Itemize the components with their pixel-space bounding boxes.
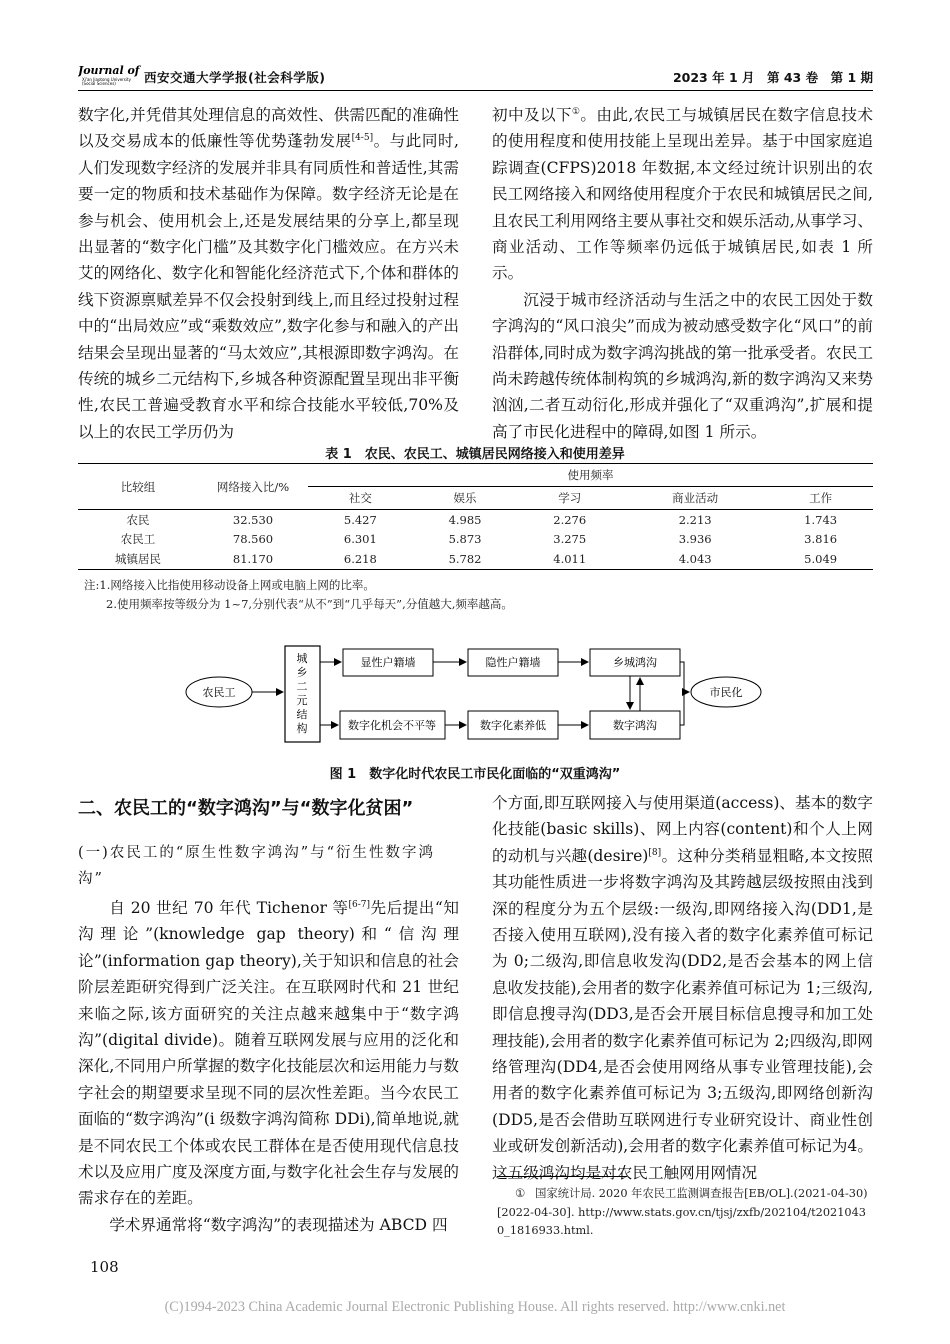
left-column-bottom [78,895,459,1238]
cell-access: 32.530 [232,513,274,527]
node-citizenization [691,677,761,707]
cell-value: 6.301 [343,532,377,546]
cell-value: 3.936 [678,532,712,546]
table-row [78,548,873,570]
body-text: 自 20 世纪 70 年代 Tichenor 等 [109,899,349,917]
sub-col-header: 学习 [558,491,582,505]
sub-col-header: 商业活动 [672,491,719,505]
node-explicit-hukou [343,649,433,676]
cell-value: 5.782 [448,551,482,566]
citation-ref[interactable]: [4-5] [351,133,374,144]
copyright-watermark: (C)1994-2023 China Academic Journal Electronic Publishing House. All rights reserved. http://www.cnki.net [164,1299,786,1315]
cell-value: 5.427 [343,513,377,527]
journal-logo [78,62,144,86]
issue-info: 2023 年 1 月 第 43 卷 第 1 期 [672,70,873,85]
node-digital-divide [590,711,680,739]
body-text: 先后提出“知沟理论”(knowledge gap theory)和“信沟理论”(information gap theory),关于知识和信息的社会阶层差距研究得到广泛关注。在互联网时代和 21 世纪来临之际,该方面研究的关注点越来越集中于“数字鸿沟”(digital divide)。随着互联网发展与应用的泛化和深化,不同用户所掌握的数字化技能层次和运用能力与数字社会的期望要求呈现不同的层次性差距。当今农民工面临的“数字鸿沟”(i 级数字鸿沟简称 DDi),简单地说,就是不同农民工个体或农民工群体在是否使用现代信息技术以及应用广度及深度方面,与数字化社会生存与发展的需求存在的差距。 [78,899,459,1208]
svg-text:数字化机会不平等: 数字化机会不平等 [348,719,436,732]
cell-value: 3.275 [553,532,587,546]
page-number: 108 [90,1258,119,1276]
citation-ref[interactable]: [6-7] [348,899,371,910]
sub-col-header: 娱乐 [453,491,477,505]
body-text: 初中及以下 [492,106,572,124]
col-header-access: 网络接入比/% [198,464,308,510]
cell-value: 2.276 [553,513,587,527]
cell-value: 6.218 [343,551,377,566]
sub-col-header: 工作 [809,491,833,505]
table-note: 注:1.网络接入比指使用移动设备上网或电脑上网的比率。 [84,578,375,592]
node-implicit-hukou [468,649,558,676]
body-text: 个方面,即互联网接入与使用渠道(access)、基本的数字化技能(basic skills)、网上内容(content)和个人上网的动机与兴趣(desire) [492,794,873,865]
svg-text:农民工: 农民工 [202,686,236,699]
node-structure [285,646,320,742]
cell-value: 4.985 [448,513,482,527]
section-title: 二、农民工的“数字鸿沟”与“数字化贫困” [78,798,414,819]
body-text: 。这种分类稍显粗略,本文按照其功能性质进一步将数字鸿沟及其跨越层级按照由浅到深的程度分为五个层级:一级沟,即网络接入沟(DD1,是否接入使用互联网),没有接入者的数字化素养值可标记为 0;二级沟,即信息收发沟(DD2,是否会基本的网上信息收发技能),会用者的数字化素养值可标记为 1;三级沟,即信息搜寻沟(DD3,是否会开展目标信息搜寻和加工处理技能),会用者的数字化素养值可标记为 2;四级沟,即网络管理沟(DD4,是否会使用网络从事专业管理技能),会用者的数字化素养值可标记为 3;五级沟,即网络创新沟(DD5,是否会借助互联网进行专业研究设计、商业性创业或研发创新活动),会用者的数字化素养值可标记为4。这五级鸿沟均是对农民工触网用网情况 [492,846,873,1182]
cell-value: 1.743 [804,513,838,527]
figure-diagram [150,640,800,755]
body-text: 。由此,农民工与城镇居民在数字信息技术的使用程度和使用技能上呈现出差异。基于中国家庭追踪调查(CFPS)2018 年数据,本文经过统计识别出的农民工网络接入和网络使用程度介于农民和城镇居民之间,且农民工利用网络主要从事社交和娱乐活动,从事学习、商业活动、工作等频率仍远低于城镇居民,如表 1 所示。 [492,106,873,283]
col-header-frequency: 使用频率 [308,464,873,487]
body-text: 数字化,并凭借其处理信息的高效性、供需匹配的准确性以及交易成本的低廉性等优势蓬勃发展 [78,106,459,151]
body-paragraph: 沉浸于城市经济活动与生活之中的农民工因处于数字鸿沟的“风口浪尖”而成为被动感受数字化“风口”的前沿群体,同时成为数字鸿沟挑战的第一批承受者。农民工尚未跨越传统体制构筑的乡城鸿沟,新的数字鸿沟又来势汹汹,二者互动衍化,形成并强化了“双重鸿沟”,扩展和提高了市民化进程中的障碍,如图 1 所示。 [492,290,873,441]
footnote-mark: ① [515,1187,526,1200]
citation-ref[interactable]: [8] [648,847,662,858]
footnote-ref[interactable]: ① [571,106,581,117]
table-note: 2.使用频率按等级分为 1~7,分别代表“从不”到“几乎每天”,分值越大,频率越高。 [106,597,513,611]
svg-text:显性户籍墙: 显性户籍墙 [360,656,416,669]
cell-value: 3.816 [804,532,838,546]
cell-value: 2.213 [678,513,712,527]
cell-value: 4.011 [553,551,587,566]
cell-access: 78.560 [232,532,274,546]
sub-col-header: 社交 [348,491,372,505]
cell-group: 城镇居民 [115,551,161,566]
node-opportunity [340,711,445,739]
svg-text:市民化: 市民化 [709,686,743,699]
table-caption: 表 1 农民、农民工、城镇居民网络接入和使用差异 [325,447,625,462]
cell-value: 5.049 [804,551,838,566]
right-column-top [492,102,873,445]
svg-text:Journal of: Journal of [78,64,140,77]
svg-text:城乡二元结构: 城乡二元结构 [296,652,308,735]
node-literacy [468,711,558,739]
body-paragraph: 学术界通常将“数字鸿沟”的表现描述为 ABCD 四 [109,1215,448,1234]
journal-name: 西安交通大学学报(社会科学版) [144,70,326,85]
svg-text:(Social Sciences): (Social Sciences) [82,81,116,86]
cell-group: 农民 [126,513,150,527]
table-row [78,530,873,548]
svg-text:Xi'an Jiaotong University: Xi'an Jiaotong University [82,77,131,82]
cell-value: 5.873 [448,532,482,546]
footnote-rule [497,1176,627,1177]
svg-text:数字化素养低: 数字化素养低 [480,719,546,732]
svg-text:数字鸿沟: 数字鸿沟 [613,719,657,732]
figure-caption: 图 1 数字化时代农民工市民化面临的“双重鸿沟” [329,767,621,782]
data-table [78,463,873,570]
node-rural-urban-gap [590,649,680,676]
body-text: 。与此同时,人们发现数字经济的发展并非具有同质性和普适性,其需要一定的物质和技术基础作为保障。数字经济无论是在参与机会、使用机会上,还是发展结果的分享上,都呈现出显著的“数字化门槛”及其数字化门槛效应。在方兴未艾的网络化、数字化和智能化经济范式下,个体和群体的线下资源禀赋差异不仅会投射到线上,而且经过投射过程中的“出局效应”或“乘数效应”,数字化参与和融入的产出结果会呈现出显著的“马太效应”,其根源即数字鸿沟。在传统的城乡二元结构下,乡城各种资源配置呈现出非平衡性,农民工普遍受教育水平和综合技能水平较低,70%及以上的农民工学历仍为 [78,132,459,441]
node-farmer [186,677,252,707]
cell-value: 4.043 [678,551,712,566]
running-header [78,66,873,91]
right-column-bottom [492,790,873,1186]
footnote [497,1185,872,1241]
left-column-top [78,102,459,445]
cell-access: 81.170 [232,551,274,566]
cell-group: 农民工 [120,532,156,546]
col-header-group: 比较组 [78,464,198,510]
subsection-title: (一)农民工的“原生性数字鸿沟”与“衍生性数字鸿沟” [78,845,436,887]
svg-text:乡城鸿沟: 乡城鸿沟 [613,656,657,669]
svg-text:隐性户籍墙: 隐性户籍墙 [485,656,541,669]
footnote-text[interactable]: 国家统计局. 2020 年农民工监测调查报告[EB/OL].(2021-04-30)[2022-04-30]. http://www.stats.gov.cn/tjsj/zxfb/202104/t20210430_1816933.html. [497,1187,868,1237]
table-row [78,510,873,531]
